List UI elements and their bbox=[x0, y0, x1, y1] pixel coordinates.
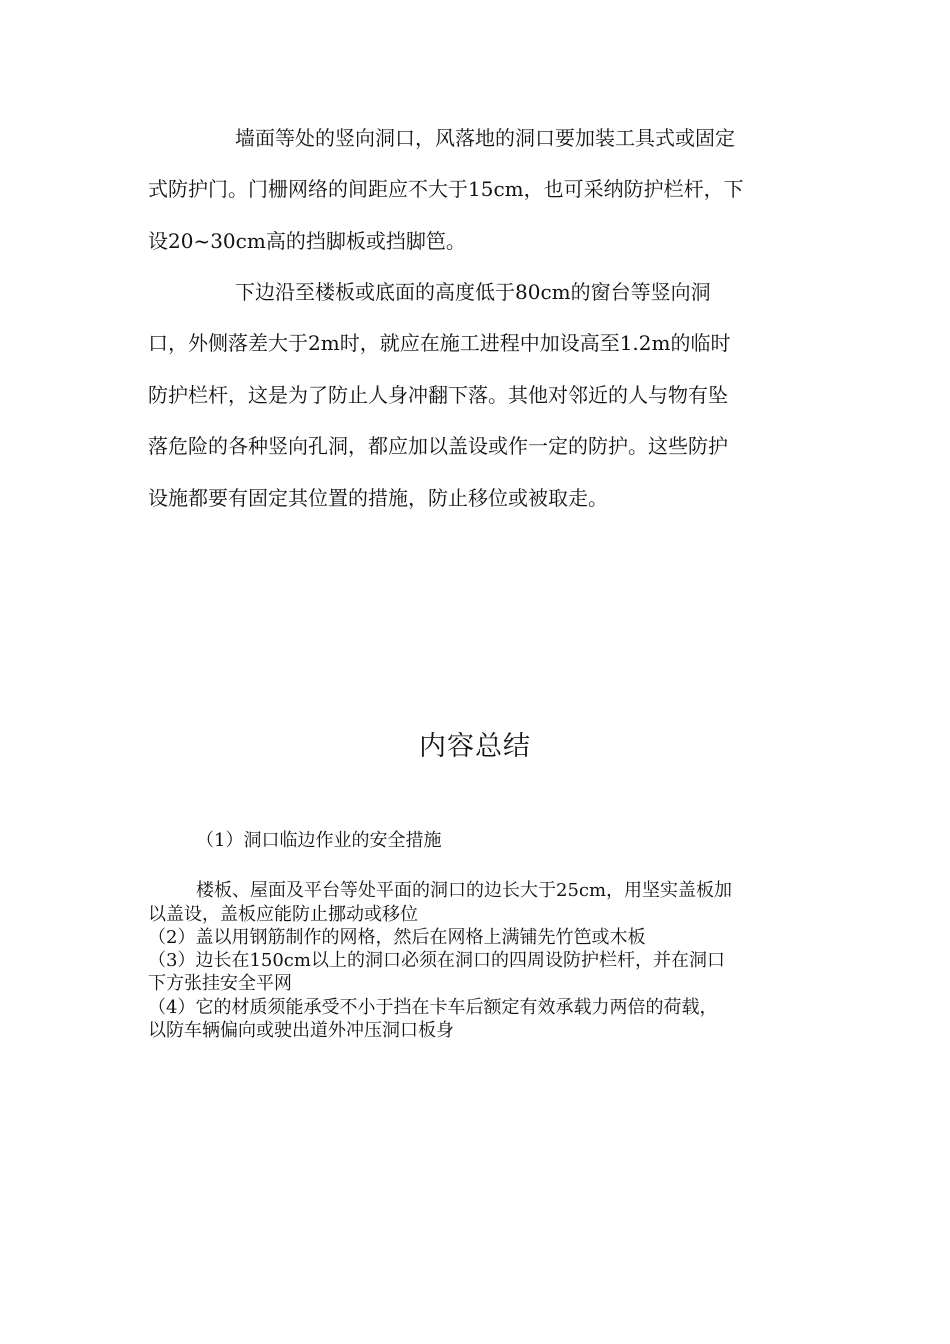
paragraph-1-line-2: 式防护门。门栅网络的间距应不大于15cm，也可采纳防护栏杆，下 bbox=[148, 177, 744, 201]
paragraph-2-line-4: 落危险的各种竖向孔洞，都应加以盖设或作一定的防护。这些防护 bbox=[148, 434, 728, 458]
paragraph-2-line-3: 防护栏杆，这是为了防止人身冲翻下落。其他对邻近的人与物有坠 bbox=[148, 383, 728, 407]
summary-title: 内容总结 bbox=[419, 731, 531, 762]
paragraph-2-line-5: 设施都要有固定其位置的措施，防止移位或被取走。 bbox=[148, 486, 608, 510]
summary-line-3: （2）盖以用钢筋制作的网格，然后在网格上满铺先竹笆或木板 bbox=[148, 927, 646, 948]
summary-heading: （1）洞口临边作业的安全措施 bbox=[196, 830, 442, 851]
summary-line-1: 楼板、屋面及平台等处平面的洞口的边长大于25cm，用坚实盖板加 bbox=[196, 880, 733, 901]
summary-line-6: （4）它的材质须能承受不小于挡在卡车后额定有效承载力两倍的荷载， bbox=[148, 997, 718, 1018]
summary-line-2: 以盖设，盖板应能防止挪动或移位 bbox=[148, 904, 418, 925]
summary-line-5: 下方张挂安全平网 bbox=[148, 973, 292, 994]
paragraph-2-line-2: 口，外侧落差大于2m时，就应在施工进程中加设高至1.2m的临时 bbox=[148, 331, 731, 355]
paragraph-1-line-3: 设20~30cm高的挡脚板或挡脚笆。 bbox=[148, 229, 466, 253]
summary-line-7: 以防车辆偏向或驶出道外冲压洞口板身 bbox=[148, 1020, 454, 1041]
summary-line-4: （3）边长在150cm以上的洞口必须在洞口的四周设防护栏杆，并在洞口 bbox=[148, 950, 725, 971]
paragraph-2-line-1: 下边沿至楼板或底面的高度低于80cm的窗台等竖向洞 bbox=[235, 280, 711, 304]
paragraph-1-line-1: 墙面等处的竖向洞口，风落地的洞口要加装工具式或固定 bbox=[235, 126, 735, 150]
